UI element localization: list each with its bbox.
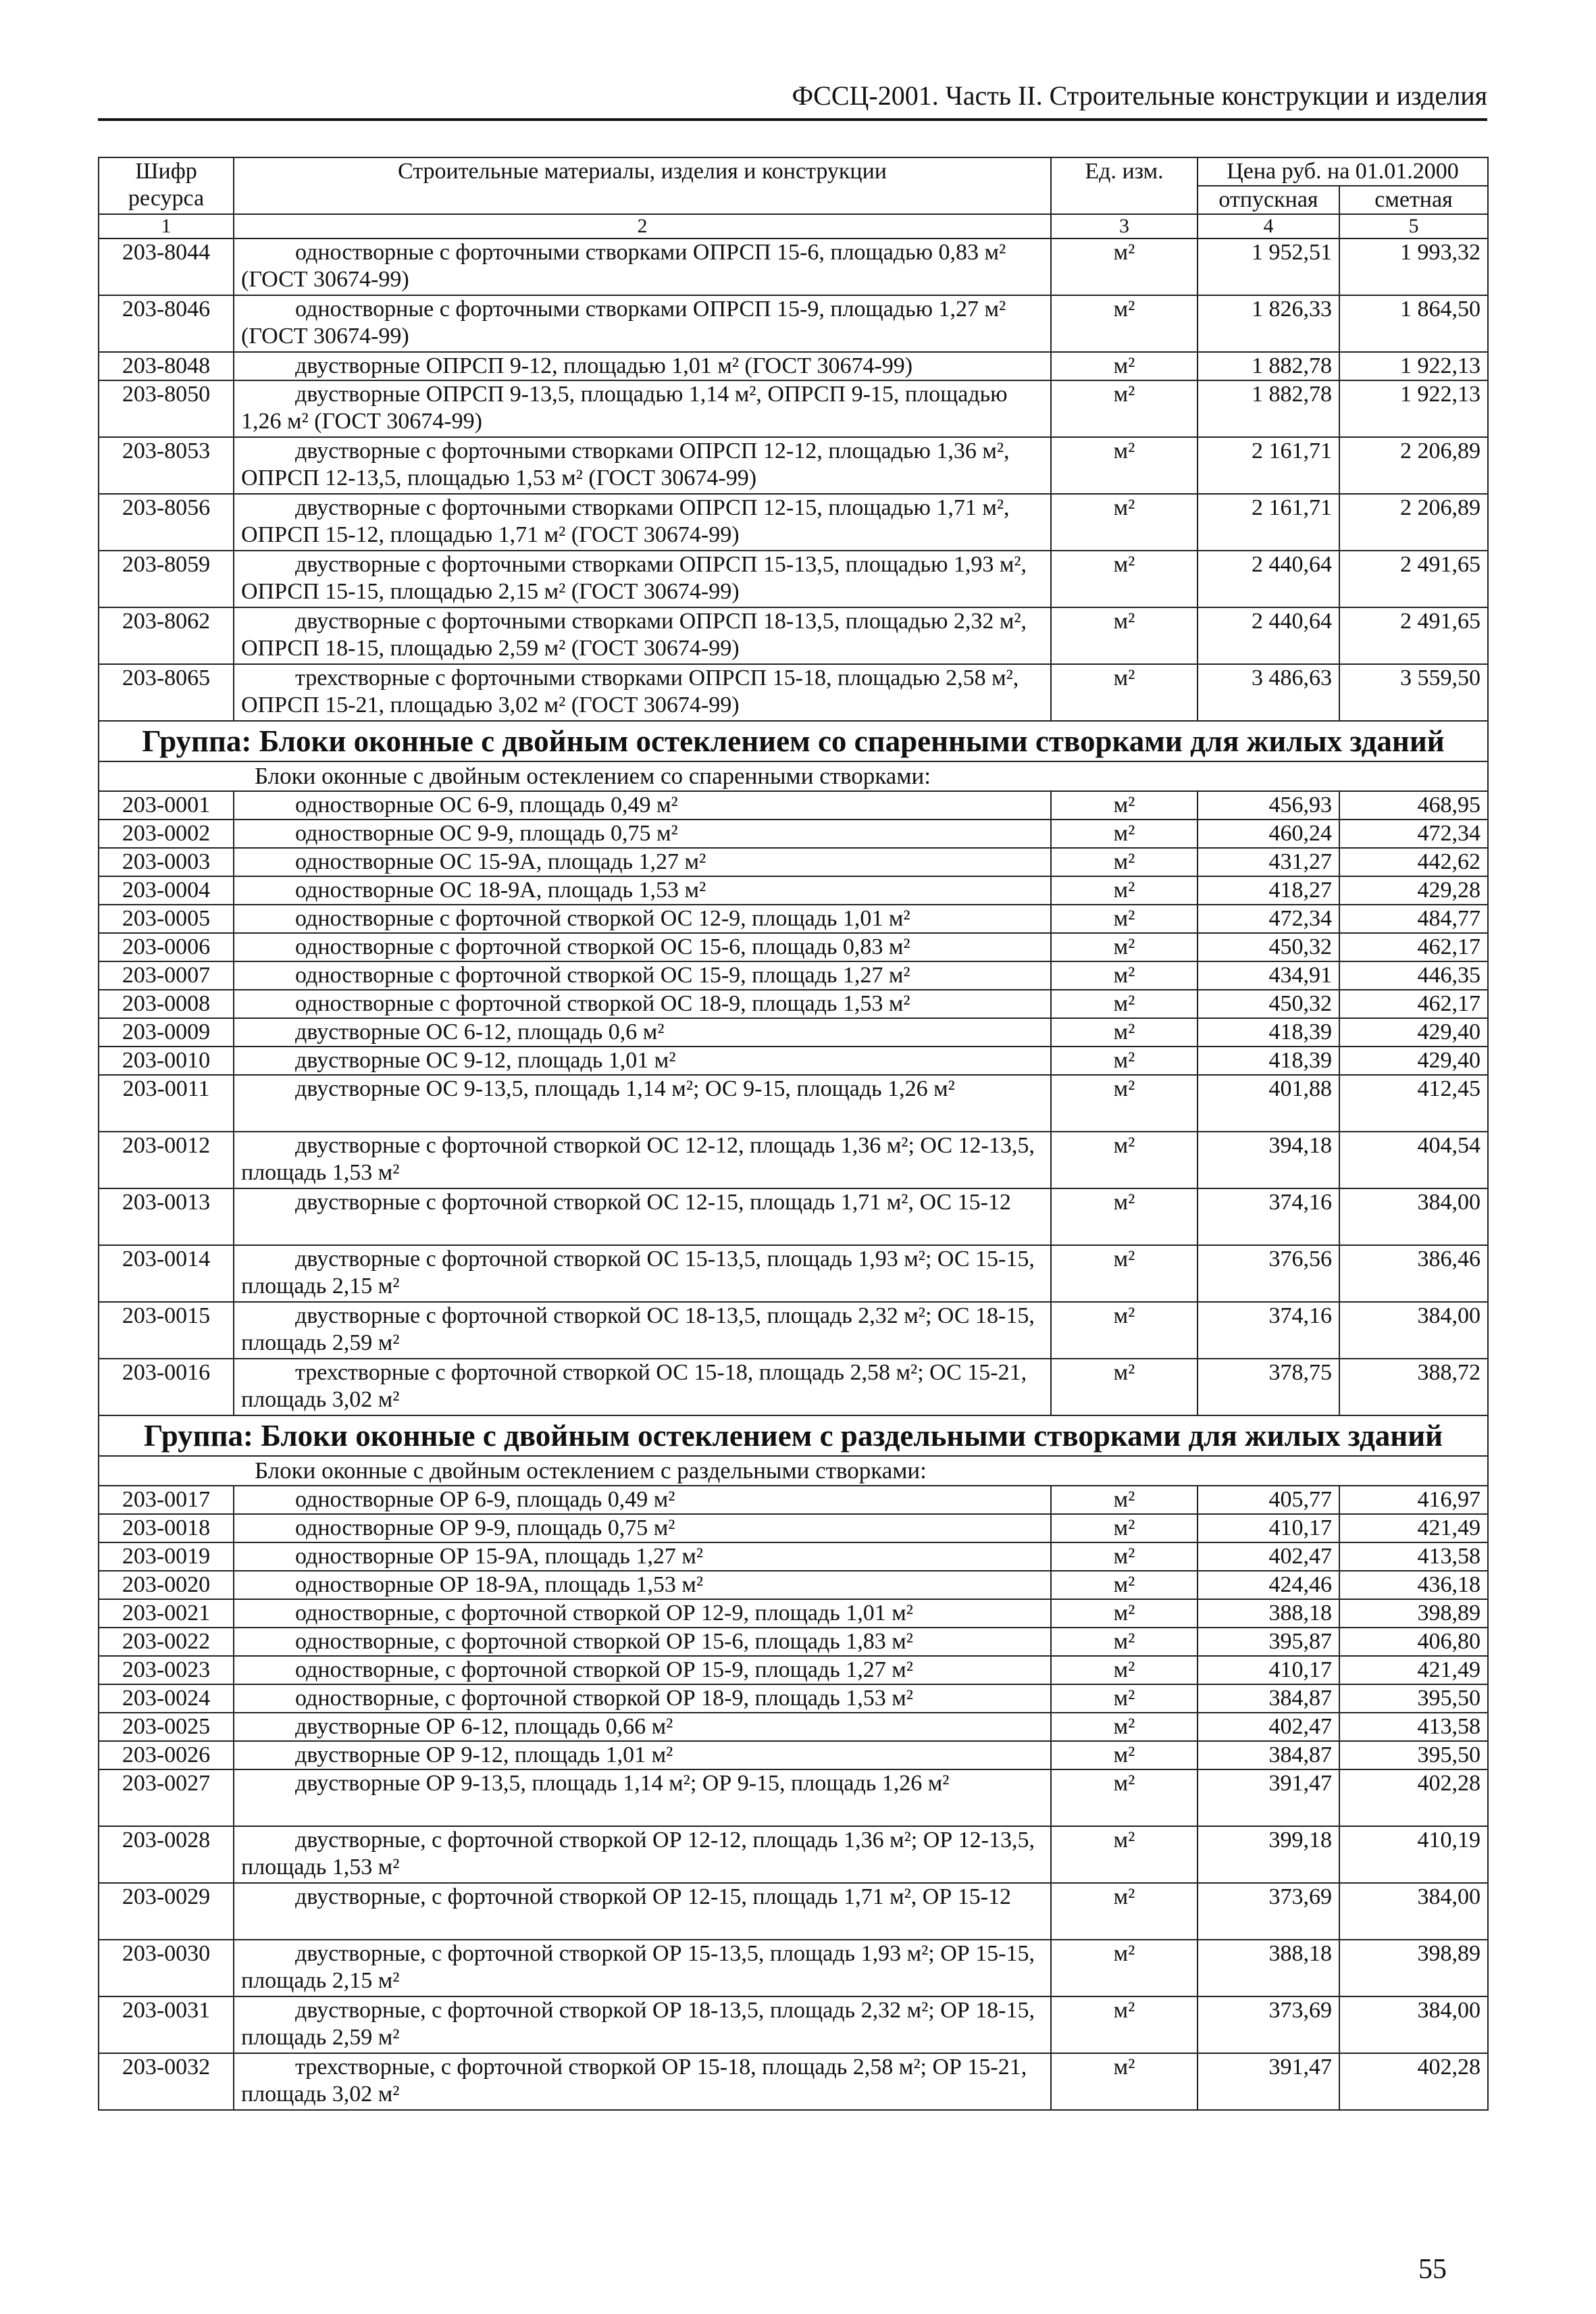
table-row — [99, 380, 1488, 437]
resource-code: 203-0031 — [99, 1996, 234, 2053]
item-description: двустворные ОС 9-13,5, площадь 1,14 м²; ОС 9-15, площадь 1,26 м² — [234, 1075, 1051, 1132]
wholesale-price: 460,24 — [1198, 820, 1339, 848]
table-row — [99, 1188, 1488, 1245]
wholesale-price: 418,39 — [1198, 1018, 1339, 1047]
estimate-price: 2 491,65 — [1339, 551, 1488, 607]
unit-cell: м² — [1051, 876, 1198, 905]
unit-cell: м² — [1051, 905, 1198, 933]
table-row — [99, 1599, 1488, 1628]
resource-code: 203-8053 — [99, 437, 234, 494]
item-description: трехстворные с форточной створкой ОС 15-18, площадь 2,58 м²; ОС 15-21, площадь 3,02 м² — [234, 1359, 1051, 1415]
table-row — [99, 1883, 1488, 1940]
resource-code: 203-0003 — [99, 848, 234, 876]
resource-code: 203-0029 — [99, 1883, 234, 1940]
page-number: 55 — [1418, 2254, 1447, 2285]
table-row — [99, 876, 1488, 905]
wholesale-price: 376,56 — [1198, 1245, 1339, 1302]
estimate-price: 416,97 — [1339, 1486, 1488, 1514]
table-row — [99, 933, 1488, 961]
item-description: двустворные с форточной створкой ОС 18-13,5, площадь 2,32 м²; ОС 18-15, площадь 2,59 м² — [234, 1302, 1051, 1359]
wholesale-price: 388,18 — [1198, 1599, 1339, 1628]
wholesale-price: 1 882,78 — [1198, 352, 1339, 380]
item-description: одностворные ОР 18-9А, площадь 1,53 м² — [234, 1571, 1051, 1599]
table-row — [99, 1245, 1488, 1302]
rows-group2 — [99, 1486, 1488, 2110]
resource-code: 203-0016 — [99, 1359, 234, 1415]
item-description: двустворные ОР 9-12, площадь 1,01 м² — [234, 1741, 1051, 1769]
resource-code: 203-0018 — [99, 1514, 234, 1542]
resource-code: 203-0017 — [99, 1486, 234, 1514]
resource-code: 203-8050 — [99, 380, 234, 437]
table-row — [99, 1542, 1488, 1571]
resource-code: 203-0028 — [99, 1826, 234, 1883]
column-number: 4 — [1198, 214, 1339, 238]
unit-cell: м² — [1051, 1741, 1198, 1769]
estimate-price: 436,18 — [1339, 1571, 1488, 1599]
wholesale-price: 424,46 — [1198, 1571, 1339, 1599]
estimate-price: 2 491,65 — [1339, 607, 1488, 664]
table-row — [99, 1132, 1488, 1188]
unit-cell: м² — [1051, 1628, 1198, 1656]
resource-code: 203-0013 — [99, 1188, 234, 1245]
wholesale-price: 394,18 — [1198, 1132, 1339, 1188]
wholesale-price: 418,39 — [1198, 1047, 1339, 1075]
price-table — [98, 157, 1489, 2111]
unit-cell: м² — [1051, 1542, 1198, 1571]
table-row — [99, 961, 1488, 990]
wholesale-price: 1 952,51 — [1198, 238, 1339, 295]
item-description: двустворные с форточной створкой ОС 15-13,5, площадь 1,93 м²; ОС 15-15, площадь 2,15 м² — [234, 1245, 1051, 1302]
resource-code: 203-0005 — [99, 905, 234, 933]
table-row — [99, 1628, 1488, 1656]
resource-code: 203-0004 — [99, 876, 234, 905]
table-row — [99, 1047, 1488, 1075]
group-separate — [99, 1415, 1488, 1486]
item-description: одностворные ОС 9-9, площадь 0,75 м² — [234, 820, 1051, 848]
resource-code: 203-0032 — [99, 2053, 234, 2110]
unit-cell: м² — [1051, 380, 1198, 437]
resource-code: 203-0025 — [99, 1713, 234, 1741]
item-description: трехстворные, с форточной створкой ОР 15-18, площадь 2,58 м²; ОР 15-21, площадь 3,02 м² — [234, 2053, 1051, 2110]
resource-code: 203-0008 — [99, 990, 234, 1018]
table-row — [99, 791, 1488, 820]
column-header-wholesale: отпускная — [1198, 186, 1339, 214]
resource-code: 203-0020 — [99, 1571, 234, 1599]
table-row — [99, 990, 1488, 1018]
column-header-price: Цена руб. на 01.01.2000 — [1198, 157, 1488, 186]
wholesale-price: 402,47 — [1198, 1542, 1339, 1571]
estimate-price: 421,49 — [1339, 1656, 1488, 1684]
item-description: одностворные, с форточной створкой ОР 12-9, площадь 1,01 м² — [234, 1599, 1051, 1628]
wholesale-price: 384,87 — [1198, 1741, 1339, 1769]
resource-code: 203-0024 — [99, 1684, 234, 1713]
wholesale-price: 450,32 — [1198, 990, 1339, 1018]
unit-cell: м² — [1051, 295, 1198, 352]
item-description: двустворные ОР 9-13,5, площадь 1,14 м²; ОР 9-15, площадь 1,26 м² — [234, 1769, 1051, 1826]
estimate-price: 462,17 — [1339, 990, 1488, 1018]
unit-cell: м² — [1051, 1132, 1198, 1188]
wholesale-price: 384,87 — [1198, 1684, 1339, 1713]
unit-cell: м² — [1051, 1599, 1198, 1628]
table-row — [99, 494, 1488, 551]
estimate-price: 429,40 — [1339, 1018, 1488, 1047]
estimate-price: 388,72 — [1339, 1359, 1488, 1415]
table-row — [99, 1075, 1488, 1132]
unit-cell: м² — [1051, 1075, 1198, 1132]
unit-cell: м² — [1051, 791, 1198, 820]
wholesale-price: 431,27 — [1198, 848, 1339, 876]
item-description: одностворные ОС 18-9А, площадь 1,53 м² — [234, 876, 1051, 905]
table-row — [99, 1940, 1488, 1996]
item-description: двустворные с форточной створкой ОС 12-15, площадь 1,71 м², ОС 15-12 — [234, 1188, 1051, 1245]
estimate-price: 472,34 — [1339, 820, 1488, 848]
unit-cell: м² — [1051, 437, 1198, 494]
wholesale-price: 472,34 — [1198, 905, 1339, 933]
estimate-price: 429,28 — [1339, 876, 1488, 905]
rows-top — [99, 238, 1488, 721]
table-row — [99, 1684, 1488, 1713]
item-description: двустворные, с форточной створкой ОР 12-12, площадь 1,36 м²; ОР 12-13,5, площадь 1,53 м² — [234, 1826, 1051, 1883]
wholesale-price: 391,47 — [1198, 1769, 1339, 1826]
estimate-price: 1 993,32 — [1339, 238, 1488, 295]
estimate-price: 398,89 — [1339, 1599, 1488, 1628]
table-row — [99, 1741, 1488, 1769]
unit-cell: м² — [1051, 2053, 1198, 2110]
resource-code: 203-0023 — [99, 1656, 234, 1684]
wholesale-price: 434,91 — [1198, 961, 1339, 990]
table-row — [99, 1018, 1488, 1047]
resource-code: 203-0007 — [99, 961, 234, 990]
unit-cell: м² — [1051, 1684, 1198, 1713]
table-row — [99, 607, 1488, 664]
table-row — [99, 1514, 1488, 1542]
unit-cell: м² — [1051, 1514, 1198, 1542]
unit-cell: м² — [1051, 551, 1198, 607]
wholesale-price: 410,17 — [1198, 1656, 1339, 1684]
estimate-price: 402,28 — [1339, 1769, 1488, 1826]
estimate-price: 446,35 — [1339, 961, 1488, 990]
unit-cell: м² — [1051, 1656, 1198, 1684]
table-row — [99, 551, 1488, 607]
wholesale-price: 402,47 — [1198, 1713, 1339, 1741]
item-description: двустворные ОПРСП 9-12, площадью 1,01 м² (ГОСТ 30674-99) — [234, 352, 1051, 380]
table-row — [99, 352, 1488, 380]
wholesale-price: 388,18 — [1198, 1940, 1339, 1996]
resource-code: 203-0001 — [99, 791, 234, 820]
resource-code: 203-0010 — [99, 1047, 234, 1075]
table-row — [99, 295, 1488, 352]
rows-group1 — [99, 791, 1488, 1415]
column-header-name: Строительные материалы, изделия и конструкции — [234, 157, 1051, 214]
wholesale-price: 378,75 — [1198, 1359, 1339, 1415]
item-description: двустворные, с форточной створкой ОР 15-13,5, площадь 1,93 м²; ОР 15-15, площадь 2,15 м² — [234, 1940, 1051, 1996]
item-description: одностворные ОС 15-9А, площадь 1,27 м² — [234, 848, 1051, 876]
wholesale-price: 410,17 — [1198, 1514, 1339, 1542]
unit-cell: м² — [1051, 933, 1198, 961]
wholesale-price: 2 440,64 — [1198, 607, 1339, 664]
group-spaired — [99, 721, 1488, 791]
unit-cell: м² — [1051, 1996, 1198, 2053]
unit-cell: м² — [1051, 1018, 1198, 1047]
wholesale-price: 399,18 — [1198, 1826, 1339, 1883]
estimate-price: 384,00 — [1339, 1996, 1488, 2053]
table-row — [99, 664, 1488, 721]
table-row — [99, 1826, 1488, 1883]
table-row — [99, 1486, 1488, 1514]
item-description: двустворные с форточными створками ОПРСП 12-12, площадью 1,36 м², ОПРСП 12-13,5, площадью 1,53 м² (ГОСТ 30674-99) — [234, 437, 1051, 494]
estimate-price: 429,40 — [1339, 1047, 1488, 1075]
item-description: одностворные ОР 15-9А, площадь 1,27 м² — [234, 1542, 1051, 1571]
resource-code: 203-0009 — [99, 1018, 234, 1047]
table-row — [99, 1571, 1488, 1599]
table-row — [99, 1302, 1488, 1359]
unit-cell: м² — [1051, 664, 1198, 721]
wholesale-price: 456,93 — [1198, 791, 1339, 820]
estimate-price: 413,58 — [1339, 1713, 1488, 1741]
table-row — [99, 437, 1488, 494]
wholesale-price: 373,69 — [1198, 1883, 1339, 1940]
item-description: одностворные с форточной створкой ОС 15-9, площадь 1,27 м² — [234, 961, 1051, 990]
group-title: Группа: Блоки оконные с двойным остеклением со спаренными створками для жилых зданий — [99, 721, 1488, 761]
unit-cell: м² — [1051, 961, 1198, 990]
item-description: одностворные, с форточной створкой ОР 18-9, площадь 1,53 м² — [234, 1684, 1051, 1713]
page-header-title: ФССЦ-2001. Часть II. Строительные конструкции и изделия — [98, 80, 1487, 121]
item-description: двустворные, с форточной створкой ОР 12-15, площадь 1,71 м², ОР 15-12 — [234, 1883, 1051, 1940]
column-number: 3 — [1051, 214, 1198, 238]
wholesale-price: 391,47 — [1198, 2053, 1339, 2110]
wholesale-price: 401,88 — [1198, 1075, 1339, 1132]
item-description: двустворные с форточными створками ОПРСП 18-13,5, площадью 2,32 м², ОПРСП 18-15, площадью 2,59 м² (ГОСТ 30674-99) — [234, 607, 1051, 664]
unit-cell: м² — [1051, 1302, 1198, 1359]
item-description: одностворные ОР 9-9, площадь 0,75 м² — [234, 1514, 1051, 1542]
resource-code: 203-8048 — [99, 352, 234, 380]
column-number: 2 — [234, 214, 1051, 238]
wholesale-price: 373,69 — [1198, 1996, 1339, 2053]
unit-cell: м² — [1051, 1245, 1198, 1302]
estimate-price: 421,49 — [1339, 1514, 1488, 1542]
resource-code: 203-0022 — [99, 1628, 234, 1656]
item-description: одностворные с форточными створками ОПРСП 15-6, площадью 0,83 м² (ГОСТ 30674-99) — [234, 238, 1051, 295]
item-description: одностворные с форточными створками ОПРСП 15-9, площадью 1,27 м² (ГОСТ 30674-99) — [234, 295, 1051, 352]
group-title: Группа: Блоки оконные с двойным остеклением с раздельными створками для жилых зданий — [99, 1415, 1488, 1456]
estimate-price: 1 922,13 — [1339, 380, 1488, 437]
resource-code: 203-0021 — [99, 1599, 234, 1628]
unit-cell: м² — [1051, 494, 1198, 551]
wholesale-price: 374,16 — [1198, 1302, 1339, 1359]
unit-cell: м² — [1051, 1188, 1198, 1245]
column-header-unit: Ед. изм. — [1051, 157, 1198, 214]
table-row — [99, 820, 1488, 848]
column-number: 1 — [99, 214, 234, 238]
table-row — [99, 1996, 1488, 2053]
unit-cell: м² — [1051, 238, 1198, 295]
table-row — [99, 1769, 1488, 1826]
column-number: 5 — [1339, 214, 1488, 238]
unit-cell: м² — [1051, 607, 1198, 664]
estimate-price: 1 922,13 — [1339, 352, 1488, 380]
resource-code: 203-8046 — [99, 295, 234, 352]
unit-cell: м² — [1051, 1359, 1198, 1415]
item-description: двустворные ОС 9-12, площадь 1,01 м² — [234, 1047, 1051, 1075]
item-description: трехстворные с форточными створками ОПРСП 15-18, площадью 2,58 м², ОПРСП 15-21, площадью 3,02 м² (ГОСТ 30674-99) — [234, 664, 1051, 721]
estimate-price: 442,62 — [1339, 848, 1488, 876]
resource-code: 203-0027 — [99, 1769, 234, 1826]
unit-cell: м² — [1051, 820, 1198, 848]
estimate-price: 398,89 — [1339, 1940, 1488, 1996]
item-description: двустворные ОС 6-12, площадь 0,6 м² — [234, 1018, 1051, 1047]
wholesale-price: 395,87 — [1198, 1628, 1339, 1656]
item-description: одностворные ОС 6-9, площадь 0,49 м² — [234, 791, 1051, 820]
table-row — [99, 238, 1488, 295]
unit-cell: м² — [1051, 352, 1198, 380]
item-description: двустворные с форточной створкой ОС 12-12, площадь 1,36 м²; ОС 12-13,5, площадь 1,53 м² — [234, 1132, 1051, 1188]
wholesale-price: 418,27 — [1198, 876, 1339, 905]
resource-code: 203-0026 — [99, 1741, 234, 1769]
group-subtitle: Блоки оконные с двойным остеклением со спаренными створками: — [99, 761, 1488, 791]
item-description: двустворные ОПРСП 9-13,5, площадью 1,14 м², ОПРСП 9-15, площадью 1,26 м² (ГОСТ 30674-99) — [234, 380, 1051, 437]
item-description: двустворные с форточными створками ОПРСП 12-15, площадью 1,71 м², ОПРСП 15-12, площадью 1,71 м² (ГОСТ 30674-99) — [234, 494, 1051, 551]
resource-code: 203-0014 — [99, 1245, 234, 1302]
table-row — [99, 905, 1488, 933]
item-description: одностворные с форточной створкой ОС 12-9, площадь 1,01 м² — [234, 905, 1051, 933]
resource-code: 203-0015 — [99, 1302, 234, 1359]
unit-cell: м² — [1051, 990, 1198, 1018]
unit-cell: м² — [1051, 1940, 1198, 1996]
resource-code: 203-0006 — [99, 933, 234, 961]
estimate-price: 395,50 — [1339, 1684, 1488, 1713]
wholesale-price: 1 826,33 — [1198, 295, 1339, 352]
column-header-code: Шифр ресурса — [99, 157, 234, 214]
wholesale-price: 2 440,64 — [1198, 551, 1339, 607]
wholesale-price: 450,32 — [1198, 933, 1339, 961]
item-description: одностворные с форточной створкой ОС 15-6, площадь 0,83 м² — [234, 933, 1051, 961]
table-row — [99, 1713, 1488, 1741]
item-description: одностворные ОР 6-9, площадь 0,49 м² — [234, 1486, 1051, 1514]
unit-cell: м² — [1051, 1571, 1198, 1599]
group-subtitle: Блоки оконные с двойным остеклением с раздельными створками: — [99, 1456, 1488, 1486]
estimate-price: 468,95 — [1339, 791, 1488, 820]
wholesale-price: 2 161,71 — [1198, 494, 1339, 551]
estimate-price: 386,46 — [1339, 1245, 1488, 1302]
wholesale-price: 374,16 — [1198, 1188, 1339, 1245]
resource-code: 203-8059 — [99, 551, 234, 607]
estimate-price: 484,77 — [1339, 905, 1488, 933]
estimate-price: 3 559,50 — [1339, 664, 1488, 721]
estimate-price: 384,00 — [1339, 1188, 1488, 1245]
resource-code: 203-8056 — [99, 494, 234, 551]
estimate-price: 412,45 — [1339, 1075, 1488, 1132]
estimate-price: 384,00 — [1339, 1883, 1488, 1940]
estimate-price: 2 206,89 — [1339, 437, 1488, 494]
unit-cell: м² — [1051, 1826, 1198, 1883]
estimate-price: 1 864,50 — [1339, 295, 1488, 352]
table-row — [99, 2053, 1488, 2110]
wholesale-price: 3 486,63 — [1198, 664, 1339, 721]
unit-cell: м² — [1051, 1047, 1198, 1075]
wholesale-price: 405,77 — [1198, 1486, 1339, 1514]
estimate-price: 406,80 — [1339, 1628, 1488, 1656]
estimate-price: 395,50 — [1339, 1741, 1488, 1769]
resource-code: 203-0002 — [99, 820, 234, 848]
estimate-price: 410,19 — [1339, 1826, 1488, 1883]
unit-cell: м² — [1051, 1769, 1198, 1826]
item-description: одностворные с форточной створкой ОС 18-9, площадь 1,53 м² — [234, 990, 1051, 1018]
item-description: одностворные, с форточной створкой ОР 15-6, площадь 1,83 м² — [234, 1628, 1051, 1656]
resource-code: 203-0011 — [99, 1075, 234, 1132]
item-description: двустворные с форточными створками ОПРСП 15-13,5, площадью 1,93 м², ОПРСП 15-15, площадью 2,15 м² (ГОСТ 30674-99) — [234, 551, 1051, 607]
resource-code: 203-0012 — [99, 1132, 234, 1188]
item-description: одностворные, с форточной створкой ОР 15-9, площадь 1,27 м² — [234, 1656, 1051, 1684]
wholesale-price: 1 882,78 — [1198, 380, 1339, 437]
estimate-price: 2 206,89 — [1339, 494, 1488, 551]
estimate-price: 402,28 — [1339, 2053, 1488, 2110]
wholesale-price: 2 161,71 — [1198, 437, 1339, 494]
estimate-price: 404,54 — [1339, 1132, 1488, 1188]
unit-cell: м² — [1051, 848, 1198, 876]
unit-cell: м² — [1051, 1713, 1198, 1741]
resource-code: 203-8065 — [99, 664, 234, 721]
resource-code: 203-8062 — [99, 607, 234, 664]
resource-code: 203-0019 — [99, 1542, 234, 1571]
resource-code: 203-8044 — [99, 238, 234, 295]
column-header-estimate: сметная — [1339, 186, 1488, 214]
unit-cell: м² — [1051, 1486, 1198, 1514]
item-description: двустворные ОР 6-12, площадь 0,66 м² — [234, 1713, 1051, 1741]
item-description: двустворные, с форточной створкой ОР 18-13,5, площадь 2,32 м²; ОР 18-15, площадь 2,59 м² — [234, 1996, 1051, 2053]
table-row — [99, 1359, 1488, 1415]
estimate-price: 413,58 — [1339, 1542, 1488, 1571]
unit-cell: м² — [1051, 1883, 1198, 1940]
estimate-price: 384,00 — [1339, 1302, 1488, 1359]
table-row — [99, 848, 1488, 876]
resource-code: 203-0030 — [99, 1940, 234, 1996]
estimate-price: 462,17 — [1339, 933, 1488, 961]
table-row — [99, 1656, 1488, 1684]
